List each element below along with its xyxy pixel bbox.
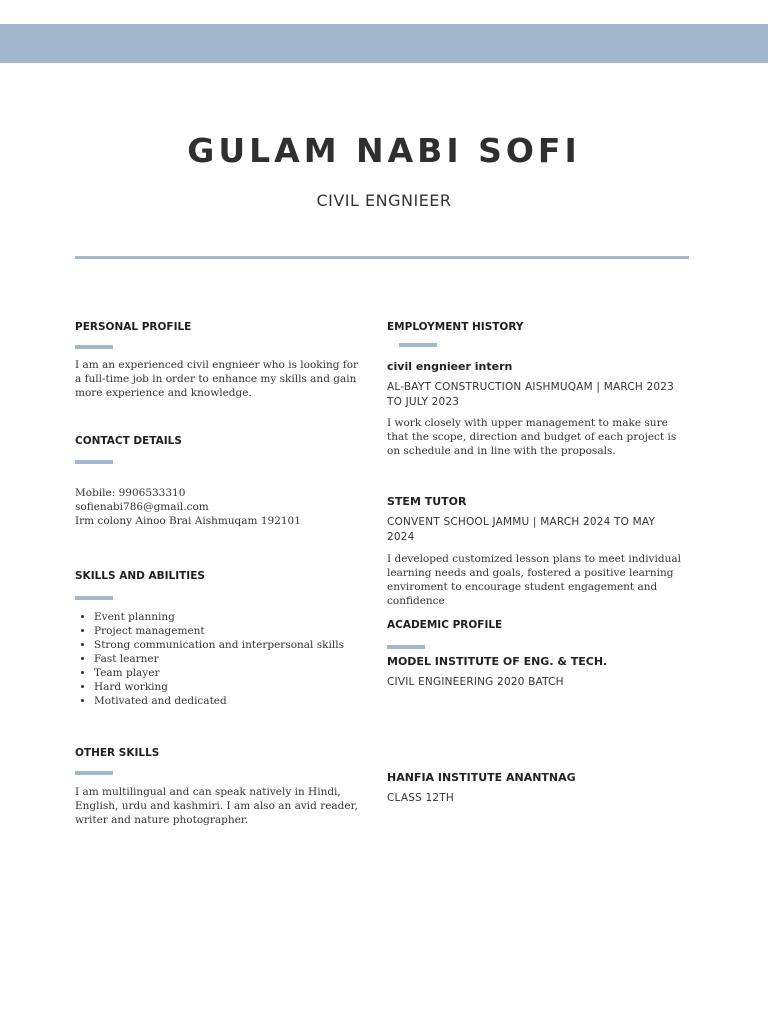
job-org: CONVENT SCHOOL JAMMU | MARCH 2024 TO MAY 2024 [387,516,656,543]
header-divider [75,256,689,259]
skill-item: • Event planning [94,610,374,624]
job-org: AL-BAYT CONSTRUCTION AISHMUQAM | MARCH 2023 TO JULY 2023 [387,381,675,408]
employment-heading: EMPLOYMENT HISTORY [387,321,524,333]
skill-item: • Hard working [94,680,374,694]
skills-list [75,610,374,708]
contact-details-heading: CONTACT DETAILS [75,435,182,447]
skills-bar [75,596,113,600]
academic-bar [387,645,425,649]
skill-item: • Fast learner [94,652,374,666]
school-name: MODEL INSTITUTE OF ENG. & TECH. [387,655,608,668]
candidate-role: CIVIL ENGNIEER [316,191,452,210]
skill-item: • Motivated and dedicated [94,694,374,708]
personal-profile-bar [75,345,113,349]
skill-item: • Team player [94,666,374,680]
candidate-name: GULAM NABI SOFI [187,131,581,170]
contact-address: Irm colony Ainoo Brai Aishmuqam 192101 [75,515,301,527]
job-description: I work closely with upper management to make sure that the scope, direction and budget of each project is on schedule and in line with the proposals. [387,417,677,457]
job-title: civil engnieer intern [387,360,513,373]
employment-bar [399,343,437,347]
header-band [0,24,768,63]
academic-heading: ACADEMIC PROFILE [387,619,503,631]
contact-email: sofienabi786@gmail.com [75,501,209,513]
school-detail: CLASS 12TH [387,792,454,804]
skills-heading: SKILLS AND ABILITIES [75,570,205,582]
personal-profile-heading: PERSONAL PROFILE [75,321,192,333]
job-description: I developed customized lesson plans to meet individual learning needs and goals, fostered a positive learning enviroment to encourage student engagement and confidence [387,553,681,607]
job-title: STEM TUTOR [387,495,467,508]
personal-profile-text: I am an experienced civil engnieer who is looking for a full-time job in order to enhance my skills and gain more experience and knowledge. [75,359,359,399]
skill-item: • Strong communication and interpersonal skills [94,638,374,652]
contact-mobile: Mobile: 9906533310 [75,487,186,499]
other-skills-text: I am multilingual and can speak natively in Hindi, English, urdu and kashmiri. I am also an avid reader, writer and nature photographer. [75,786,358,826]
other-skills-heading: OTHER SKILLS [75,747,160,759]
contact-details-bar [75,460,113,464]
skill-item: • Project management [94,624,374,638]
school-detail: CIVIL ENGINEERING 2020 BATCH [387,676,564,688]
other-skills-bar [75,771,113,775]
school-name: HANFIA INSTITUTE ANANTNAG [387,771,576,784]
